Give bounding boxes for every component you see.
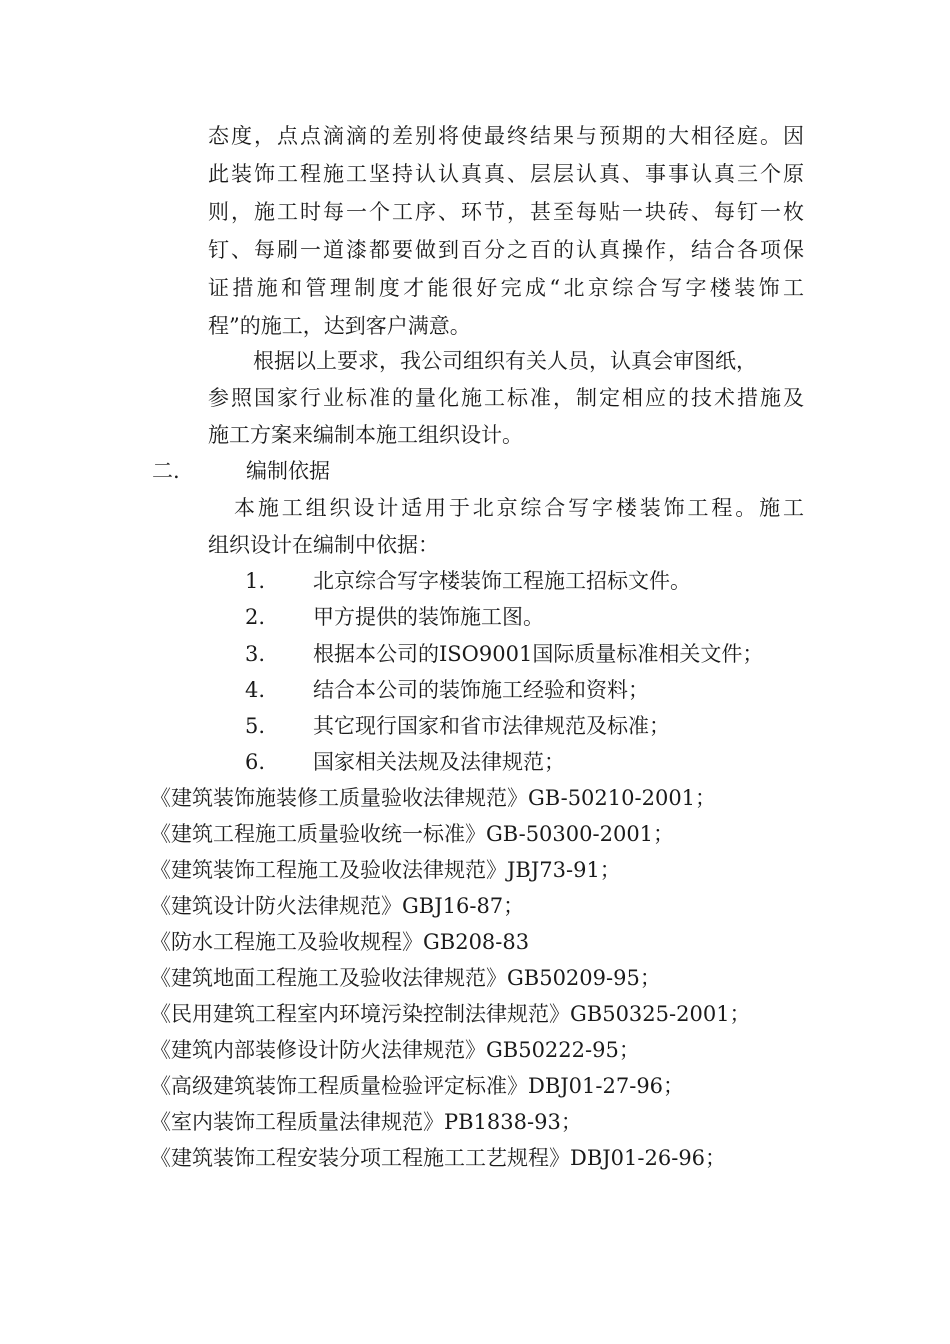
list-item: [0, 672, 950, 708]
list-item-number: 3.: [245, 642, 266, 666]
standard-item: 《建筑内部装修设计防火法律规范》GB50222-95；: [150, 1038, 640, 1062]
standard-item: 《建筑地面工程施工及验收法律规范》GB50209-95；: [150, 966, 661, 990]
list-item-text: 国家相关法规及法律规范；: [313, 750, 565, 774]
paragraph-1-line: 程”的施工，达到客户满意。: [208, 314, 471, 338]
intro-line: 组织设计在编制中依据：: [208, 533, 439, 557]
list-item-text: 甲方提供的装饰施工图。: [313, 605, 544, 629]
list-item-number: 4.: [245, 678, 266, 702]
standard-item: 《民用建筑工程室内环境污染控制法律规范》GB50325-2001；: [150, 1002, 751, 1026]
list-item-text: 北京综合写字楼装饰工程施工招标文件。: [313, 569, 691, 593]
standard-item: 《建筑工程施工质量验收统一标准》GB-50300-2001；: [150, 822, 675, 846]
list-item-text: 结合本公司的装饰施工经验和资料；: [313, 678, 649, 702]
paragraph-1-line: 态度，点点滴滴的差别将使最终结果与预期的大相径庭。因: [208, 124, 804, 148]
standard-item: 《建筑装饰工程施工及验收法律规范》JBJ73-91；: [150, 858, 621, 882]
standard-item: 《室内装饰工程质量法律规范》PB1838-93；: [150, 1110, 582, 1134]
list-item: [0, 563, 950, 599]
list-item-number: 5.: [245, 714, 266, 738]
list-item-text: 根据本公司的ISO9001国际质量标准相关文件；: [313, 642, 764, 666]
paragraph-1-line: 则，施工时每一个工序、环节，甚至每贴一块砖、每钉一枚: [208, 200, 804, 224]
paragraph-1-line: 此装饰工程施工坚持认认真真、层层认真、事事认真三个原: [208, 162, 804, 186]
paragraph-2-line: 根据以上要求，我公司组织有关人员，认真会审图纸，: [253, 349, 757, 373]
list-item-number: 2.: [245, 605, 266, 629]
paragraph-2-line: 参照国家行业标准的量化施工标准，制定相应的技术措施及: [208, 386, 804, 410]
list-item: [0, 744, 950, 780]
list-item: [0, 636, 950, 672]
paragraph-1-line: 钉、每刷一道漆都要做到百分之百的认真操作，结合各项保: [208, 238, 804, 262]
list-item-text: 其它现行国家和省市法律规范及标准；: [313, 714, 670, 738]
section-heading: [0, 453, 950, 489]
list-item: [0, 708, 950, 744]
list-item-number: 6.: [245, 750, 266, 774]
intro-line: 本施工组织设计适用于北京综合写字楼装饰工程。施工: [234, 496, 804, 520]
paragraph-2-line: 施工方案来编制本施工组织设计。: [208, 423, 523, 447]
paragraph-1-line: 证措施和管理制度才能很好完成“北京综合写字楼装饰工: [208, 276, 804, 300]
standard-item: 《建筑装饰工程安装分项工程施工工艺规程》DBJ01-26-96；: [150, 1146, 727, 1170]
standard-item: 《防水工程施工及验收规程》GB208-83: [150, 930, 530, 954]
section-title: 编制依据: [246, 459, 330, 483]
standard-item: 《建筑设计防火法律规范》GBJ16-87；: [150, 894, 525, 918]
standard-item: 《高级建筑装饰工程质量检验评定标准》DBJ01-27-96；: [150, 1074, 685, 1098]
list-item: [0, 599, 950, 635]
section-number: 二.: [152, 459, 180, 483]
list-item-number: 1.: [245, 569, 266, 593]
standard-item: 《建筑装饰施装修工质量验收法律规范》GB-50210-2001；: [150, 786, 717, 810]
